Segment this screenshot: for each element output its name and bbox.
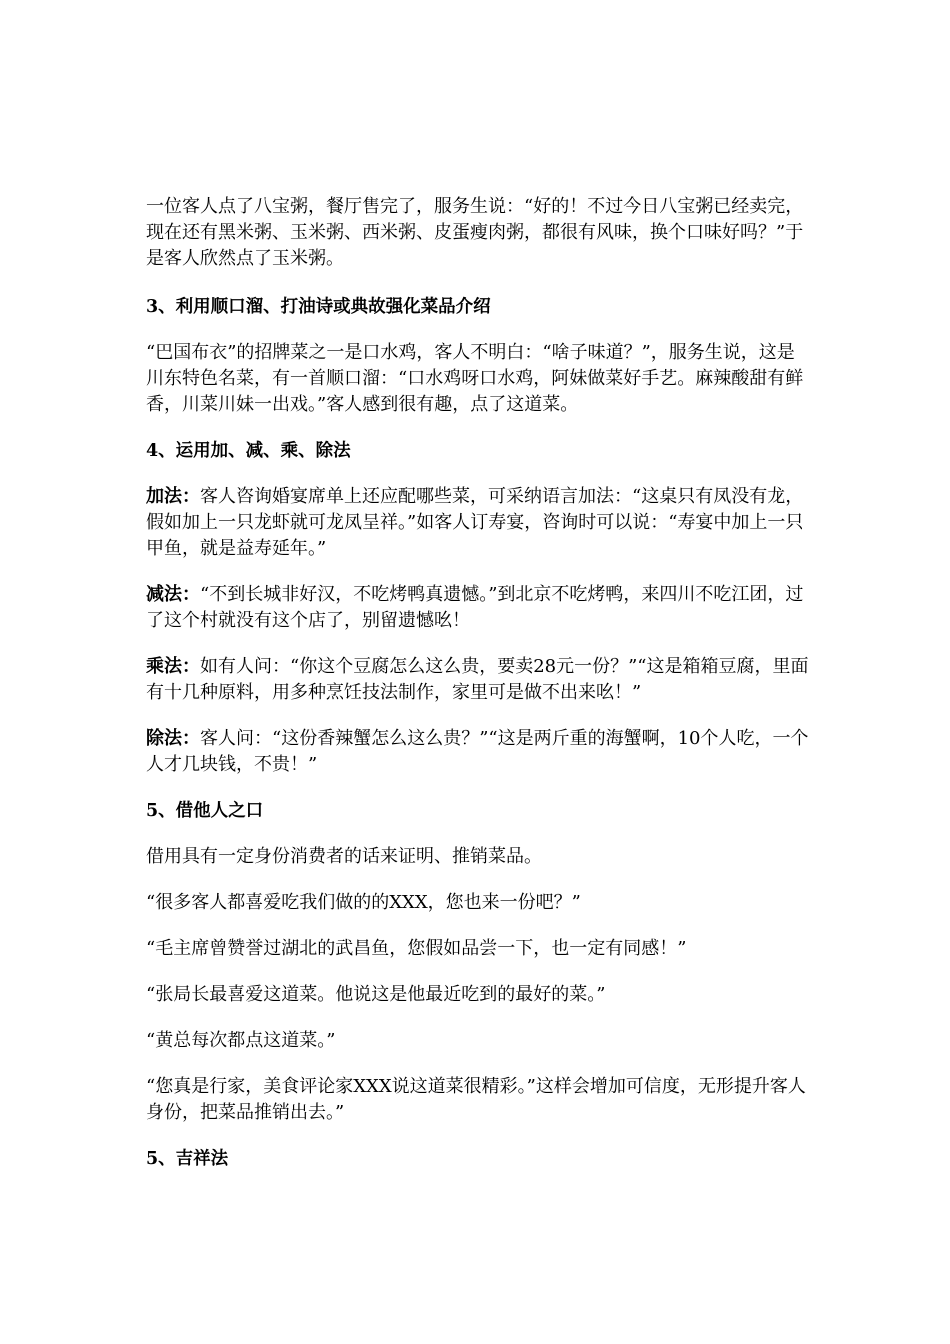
subtraction-label: 减法： xyxy=(146,584,200,605)
multiplication-label: 乘法： xyxy=(146,656,200,677)
quote-line-2: “毛主席曾赞誉过湖北的武昌鱼，您假如品尝一下，也一定有同感！” xyxy=(146,938,687,959)
paragraph-saliva-chicken: “巴国布衣”的招牌菜之一是口水鸡，客人不明白：“啥子味道？”，服务生说，这是川东特色名菜，有一首顺口溜：“口水鸡呀口水鸡，阿妹做菜好手艺。麻辣酸甜有鲜香，川菜川妹一出戏。”客人感到很有趣，点了这道菜。 xyxy=(146,342,804,415)
quote-line-1: “很多客人都喜爱吃我们做的的XXX，您也来一份吧？” xyxy=(146,892,581,913)
division-text: 客人问：“这份香辣蟹怎么这么贵？”“这是两斤重的海蟹啊，10个人吃，一个人才几块钱，不贵！” xyxy=(146,728,809,775)
paragraph-borrow-words: 借用具有一定身份消费者的话来证明、推销菜品。 xyxy=(146,846,542,867)
heading-section-4: 4、运用加、减、乘、除法 xyxy=(146,441,351,461)
addition-label: 加法： xyxy=(146,486,200,507)
heading-section-5-others: 5、借他人之口 xyxy=(146,801,264,821)
addition-text: 客人咨询婚宴席单上还应配哪些菜，可采纳语言加法：“这桌只有凤没有龙，假如加上一只龙虾就可龙凤呈祥。”如客人订寿宴，咨询时可以说：“寿宴中加上一只甲鱼，就是益寿延年。” xyxy=(146,486,804,559)
paragraph-addition xyxy=(146,484,810,562)
quote-line-4: “黄总每次都点这道菜。” xyxy=(146,1030,336,1051)
heading-section-5-auspicious: 5、吉祥法 xyxy=(146,1149,229,1169)
paragraph-multiplication xyxy=(146,654,810,706)
document-page xyxy=(146,194,810,1172)
heading-section-3: 3、利用顺口溜、打油诗或典故强化菜品介绍 xyxy=(146,297,491,317)
multiplication-text: 如有人问：“你这个豆腐怎么这么贵，要卖28元一份？”“这是箱箱豆腐，里面有十几种原料，用多种烹饪技法制作，家里可是做不出来吆！” xyxy=(146,656,809,703)
subtraction-text: “不到长城非好汉，不吃烤鸭真遗憾。”到北京不吃烤鸭，来四川不吃江团，过了这个村就没有这个店了，别留遗憾吆！ xyxy=(146,584,804,631)
paragraph-subtraction xyxy=(146,582,810,634)
division-label: 除法： xyxy=(146,728,200,749)
quote-line-3: “张局长最喜爱这道菜。他说这是他最近吃到的最好的菜。” xyxy=(146,984,606,1005)
paragraph-congee: 一位客人点了八宝粥，餐厅售完了，服务生说：“好的！不过今日八宝粥已经卖完，现在还有黑米粥、玉米粥、西米粥、皮蛋瘦肉粥，都很有风味，换个口味好吗？”于是客人欣然点了玉米粥。 xyxy=(146,196,804,269)
quote-line-5: “您真是行家，美食评论家XXX说这道菜很精彩。”这样会增加可信度，无形提升客人身份，把菜品推销出去。” xyxy=(146,1076,806,1123)
paragraph-division xyxy=(146,726,810,778)
